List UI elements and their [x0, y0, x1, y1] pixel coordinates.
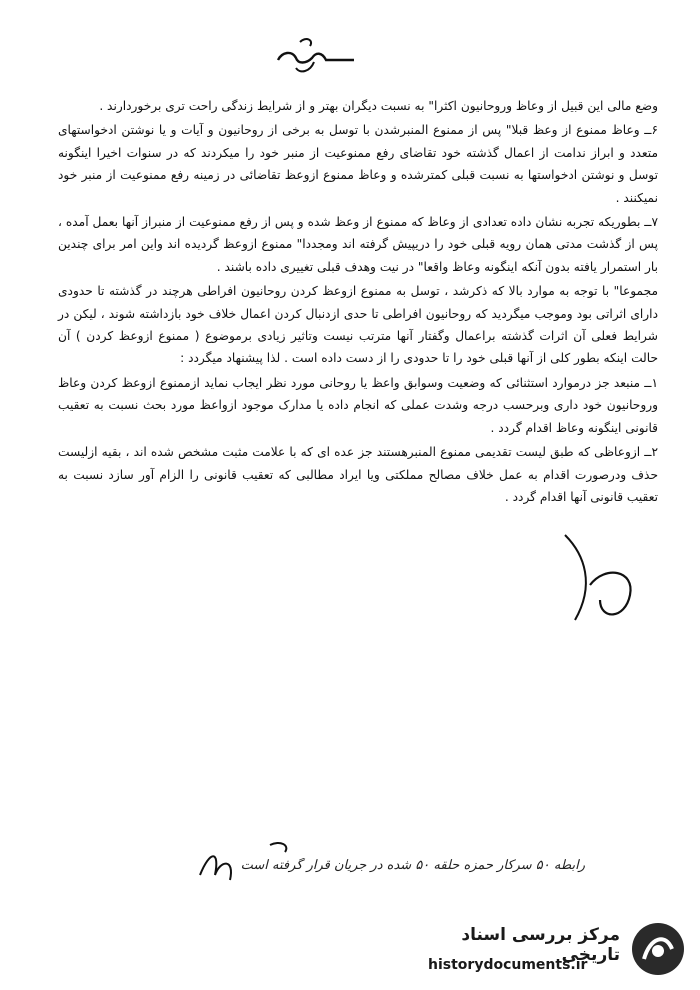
paragraph-proposal-2: ۲ــ ازوعاظی که طبق لیست تقدیمی ممنوع المنبرهستند جز عده ای که با علامت مثبت مشخص شده اند ، بقیه ازلیست حذف ودرصورت اقدام به عمل خلاف مصالح مملکتی ویا ایراد مطالبی که تعقیب قانونی را الزام آور سازد نسبت به تعقیب قانونی آنها اقدام گردد .: [58, 445, 658, 504]
archive-watermark: [400, 915, 692, 985]
watermark-title: مرکز بررسی اسناد تاریخی: [461, 925, 620, 965]
paragraph-item-6: ۶ــ وعاظ ممنوع از وعظ قبلا" پس از ممنوع المنبرشدن با توسل به برخی از روحانیون و آیات و یا نوشتن ادخواستهای متعدد و ابراز ندامت از اعمال گذشته خود تقاضای رفع ممنوعیت از منبر خود را میکردند که در سنوات اخیرا اینگونه توسل و نوشتن ادخواستها به نسبت قبلی کمترشده و وعاظ ممنوع ازوعظ تقاضائی در زمینه رفع ممنوعیت از منبر خود نمیکنند .: [58, 123, 658, 205]
handwritten-note: رابطه ۵۰ سرکار حمزه حلقه ۵۰ شده در جریان قرار گرفته است: [240, 858, 585, 873]
header-handwritten-mark: [270, 30, 360, 80]
margin-handwritten-mark: [545, 525, 655, 635]
paragraph-proposal-1: ۱ــ منبعد جز درموارد استثنائی که وضعیت وسوابق واعظ یا روحانی مورد نظر ایجاب نماید ازممنوع ازوعظ کردن وعاظ وروحانیون خود داری وبرحسب درجه وشدت عملی که انجام داده یا مدارک موجود ازواعظ مورد بحث نسبت به تعقیب قانونی اینگونه وعاظ اقدام گردد .: [58, 375, 658, 435]
watermark-url: historydocuments.ir: [428, 957, 588, 973]
archive-logo-icon: [628, 919, 688, 979]
paragraph-intro: وضع مالی این قبیل از وعاظ وروحانیون اکثرا" به نسبت دیگران بهتر و از شرایط زندگی راحت تری برخوردارند .: [99, 99, 658, 113]
paragraph-item-7: ۷ــ بطوریکه تجربه نشان داده تعدادی از وعاظ که ممنوع از وعظ شده و پس از رفع ممنوعیت از منبراز آنها بعمل آمده ، پس از گذشت مدتی همان رویه قبلی خود را دریپیش گرفته اند ومجددا" ممنوع ازوعظ گردیده اند واین امر برای چندین بار استمرار یافته بدون آنکه اینگونه وعاظ واقعا" در نیت وهدف قبلی تغییری داده باشند .: [58, 215, 658, 274]
document-body: [58, 95, 658, 510]
paragraph-summary: مجموعا" با توجه به موارد بالا که ذکرشد ، توسل به ممنوع ازوعظ کردن روحانیون افراطی هرچند در گذشته تا حدودی دارای اثراتی بود وموجب میگردید که روحانیون افراطی تا حدی ازدنبال کردن اعمال خلاف خود بازداشته شوند ، لیکن در شرایط فعلی آن اثرات گذشته براعمال وگفتار آنها مترتب نیست وتاثیر زیادی برموضوع ( ممنوع ازوعظ کردن ) آن حالت اینکه بطور کلی از آنها قبلی خود را تا حدودی را از دست داده است . لذا پیشنهاد میگردد :: [58, 284, 658, 366]
